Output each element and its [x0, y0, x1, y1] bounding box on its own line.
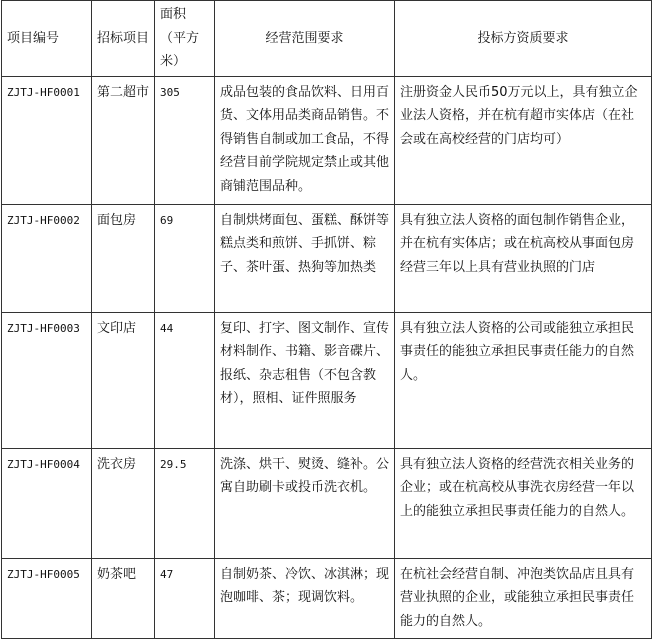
row-qualification: 具有独立法人资格的经营洗衣相关业务的企业；或在杭高校从事洗衣房经营一年以上的能独立承担民事责任能力的自然人。	[395, 448, 652, 558]
table-row	[2, 312, 652, 448]
header-name: 招标项目	[92, 1, 155, 77]
row-code: ZJTJ-HF0001	[2, 76, 92, 204]
row-area: 305	[155, 76, 215, 204]
header-scope: 经营范围要求	[215, 1, 395, 77]
table-row	[2, 204, 652, 312]
row-area: 47	[155, 558, 215, 638]
table-row	[2, 76, 652, 204]
row-qualification: 具有独立法人资格的面包制作销售企业，并在杭有实体店；或在杭高校从事面包房经营三年以上具有营业执照的门店	[395, 204, 652, 312]
row-scope: 自制奶茶、冷饮、冰淇淋；现泡咖啡、茶；现调饮料。	[215, 558, 395, 638]
row-code: ZJTJ-HF0002	[2, 204, 92, 312]
row-scope: 复印、打字、图文制作、宣传材料制作、书籍、影音碟片、报纸、杂志租售（不包含教材），照相、证件照服务	[215, 312, 395, 448]
row-area: 44	[155, 312, 215, 448]
tender-table	[1, 0, 652, 639]
row-name: 第二超市	[92, 76, 155, 204]
header-row	[2, 1, 652, 77]
row-name: 面包房	[92, 204, 155, 312]
row-code: ZJTJ-HF0003	[2, 312, 92, 448]
row-area: 69	[155, 204, 215, 312]
header-area: 面积（平方米）	[155, 1, 215, 77]
row-area: 29.5	[155, 448, 215, 558]
row-qualification: 注册资金人民币50万元以上，具有独立企业法人资格，并在杭有超市实体店（在社会或在高校经营的门店均可）	[395, 76, 652, 204]
row-name: 奶茶吧	[92, 558, 155, 638]
row-name: 洗衣房	[92, 448, 155, 558]
row-scope: 成品包装的食品饮料、日用百货、文体用品类商品销售。不得销售自制或加工食品，不得经营目前学院规定禁止或其他商铺范围品种。	[215, 76, 395, 204]
table-row	[2, 448, 652, 558]
row-scope: 自制烘烤面包、蛋糕、酥饼等糕点类和煎饼、手抓饼、粽子、茶叶蛋、热狗等加热类	[215, 204, 395, 312]
header-code: 项目编号	[2, 1, 92, 77]
row-code: ZJTJ-HF0005	[2, 558, 92, 638]
row-qualification: 在杭社会经营自制、冲泡类饮品店且具有营业执照的企业，或能独立承担民事责任能力的自然人。	[395, 558, 652, 638]
row-qualification: 具有独立法人资格的公司或能独立承担民事责任的能独立承担民事责任能力的自然人。	[395, 312, 652, 448]
row-code: ZJTJ-HF0004	[2, 448, 92, 558]
row-name: 文印店	[92, 312, 155, 448]
table-row	[2, 558, 652, 638]
header-qualification: 投标方资质要求	[395, 1, 652, 77]
row-scope: 洗涤、烘干、熨烫、缝补。公寓自助刷卡或投币洗衣机。	[215, 448, 395, 558]
